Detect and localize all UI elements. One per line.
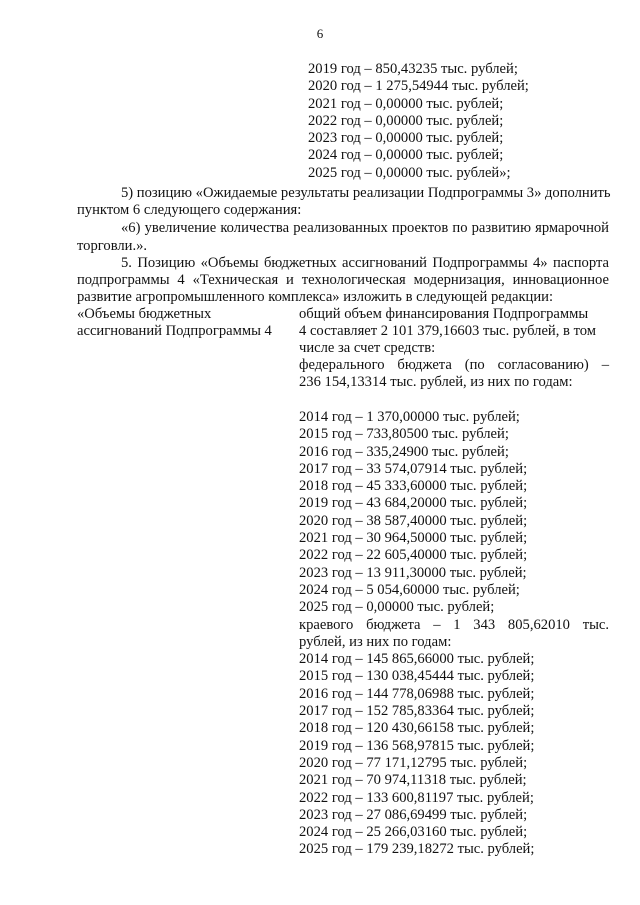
federal-year-item: 2018 год – 45 333,60000 тыс. рублей; — [299, 478, 528, 495]
federal-year-item: 2024 год – 5 054,60000 тыс. рублей; — [299, 581, 520, 598]
list-item: 2024 год – 0,00000 тыс. рублей; — [308, 147, 504, 164]
list-item: 2021 год – 0,00000 тыс. рублей; — [308, 95, 504, 112]
regional-year-item: 2019 год – 136 568,97815 тыс. рублей; — [299, 737, 535, 754]
left-label-line-2: ассигнований Подпрограммы 4 — [77, 323, 272, 339]
item5-line-2: пунктом 6 следующего содержания: — [77, 202, 302, 218]
federal-year-item: 2016 год – 335,24900 тыс. рублей; — [299, 443, 509, 460]
federal-year-item: 2014 год – 1 370,00000 тыс. рублей; — [299, 409, 520, 425]
federal-year-item: 2019 год – 43 684,20000 тыс. рублей; — [299, 495, 528, 512]
regional-year-item: 2022 год – 133 600,81197 тыс. рублей; — [299, 789, 534, 806]
federal-year-item: 2020 год – 38 587,40000 тыс. рублей; — [299, 512, 528, 529]
regional-year-item: 2024 год – 25 266,03160 тыс. рублей; — [299, 824, 528, 841]
regional-year-item: 2023 год – 27 086,69499 тыс. рублей; — [299, 806, 528, 823]
list-item: 2022 год – 0,00000 тыс. рублей; — [308, 112, 504, 129]
federal-line-2: 236 154,13314 тыс. рублей, из них по годам: — [299, 374, 573, 390]
pos5-line-2: подпрограммы 4 «Техническая и технологическая модернизация, инновационное — [77, 272, 609, 288]
pos5-line-3: развитие агропромышленного комплекса» изложить в следующей редакции: — [77, 289, 554, 305]
pos5-line-1: 5. Позицию «Объемы бюджетных ассигнований Подпрограммы 4» паспорта — [121, 255, 609, 271]
regional-line-2: рублей, из них по годам: — [299, 633, 452, 650]
right-intro-line-2: 4 составляет 2 101 379,16603 тыс. рублей, в том — [299, 323, 597, 339]
federal-year-item: 2021 год – 30 964,50000 тыс. рублей; — [299, 530, 528, 547]
funding-year-list — [299, 409, 609, 859]
regional-year-item: 2014 год – 145 865,66000 тыс. рублей; — [299, 651, 535, 668]
regional-year-item: 2015 год – 130 038,45444 тыс. рублей; — [299, 668, 535, 685]
regional-year-item: 2017 год – 152 785,83364 тыс. рублей; — [299, 703, 535, 720]
regional-year-item: 2016 год – 144 778,06988 тыс. рублей; — [299, 685, 535, 702]
regional-year-item: 2021 год – 70 974,11318 тыс. рублей; — [299, 772, 527, 789]
regional-year-item: 2018 год – 120 430,66158 тыс. рублей; — [299, 720, 535, 737]
quote6-line-1: «6) увеличение количества реализованных проектов по развитию ярмарочной — [121, 220, 609, 236]
federal-year-item: 2017 год – 33 574,07914 тыс. рублей; — [299, 460, 528, 477]
list-item: 2020 год – 1 275,54944 тыс. рублей; — [308, 78, 529, 95]
federal-line-1: федерального бюджета (по согласованию) – — [299, 357, 609, 373]
list-item: 2023 год – 0,00000 тыс. рублей; — [308, 130, 504, 147]
regional-year-item: 2020 год – 77 171,12795 тыс. рублей; — [299, 754, 528, 771]
left-label-line-1: «Объемы бюджетных — [77, 306, 212, 322]
list-item: 2025 год – 0,00000 тыс. рублей»; — [308, 164, 511, 181]
federal-year-item: 2023 год – 13 911,30000 тыс. рублей; — [299, 564, 527, 581]
top-year-list — [308, 61, 529, 182]
federal-year-item: 2015 год – 733,80500 тыс. рублей; — [299, 426, 509, 443]
item5-line-1: 5) позицию «Ожидаемые результаты реализации Подпрограммы 3» дополнить — [121, 185, 611, 201]
federal-year-item: 2025 год – 0,00000 тыс. рублей; — [299, 599, 495, 616]
regional-year-item: 2025 год – 179 239,18272 тыс. рублей; — [299, 841, 535, 858]
regional-line-1: краевого бюджета – 1 343 805,62010 тыс. — [299, 616, 609, 633]
list-item: 2019 год – 850,43235 тыс. рублей; — [308, 61, 518, 77]
right-intro-line-3: числе за счет средств: — [299, 340, 436, 356]
quote6-line-2: торговли.». — [77, 238, 148, 254]
page-number: 6 — [316, 26, 324, 41]
right-intro-line-1: общий объем финансирования Подпрограммы — [299, 306, 589, 322]
federal-year-item: 2022 год – 22 605,40000 тыс. рублей; — [299, 547, 528, 564]
